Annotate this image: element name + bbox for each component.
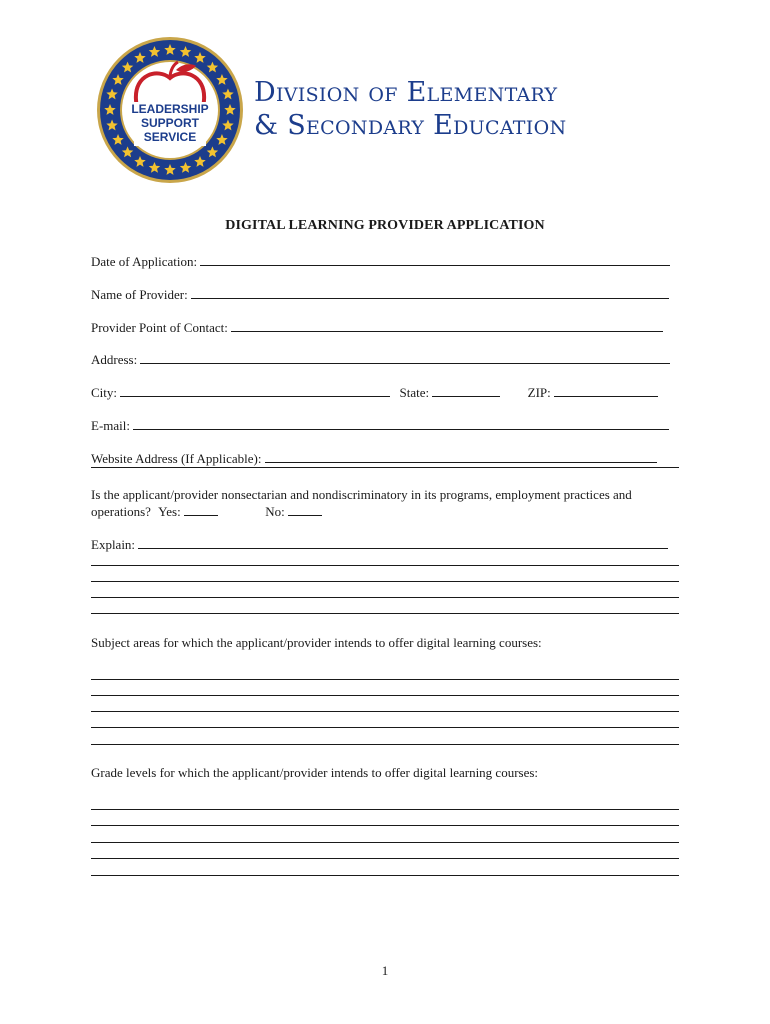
grade-blank-line[interactable] bbox=[91, 825, 679, 826]
nonsectarian-question bbox=[91, 486, 681, 520]
logo-text-line2: SUPPORT bbox=[140, 116, 200, 130]
point-of-contact-label: Provider Point of Contact: bbox=[91, 320, 228, 335]
subject-blank-line[interactable] bbox=[91, 695, 679, 696]
address-label: Address: bbox=[91, 352, 138, 367]
logo-text-line1: LEADERSHIP bbox=[131, 102, 209, 116]
subject-blank-line[interactable] bbox=[91, 679, 679, 680]
yes-field[interactable] bbox=[184, 504, 218, 516]
no-field[interactable] bbox=[288, 504, 322, 516]
date-of-application-label: Date of Application: bbox=[91, 254, 198, 269]
email-field[interactable] bbox=[133, 418, 669, 430]
email-row bbox=[91, 418, 679, 434]
grade-blank-line[interactable] bbox=[91, 842, 679, 843]
subject-blank-line[interactable] bbox=[91, 744, 679, 745]
city-field[interactable] bbox=[120, 385, 390, 397]
city-label: City: bbox=[91, 385, 118, 400]
yes-label: Yes: bbox=[158, 504, 181, 519]
explain-label: Explain: bbox=[91, 537, 136, 552]
name-of-provider-row bbox=[91, 287, 679, 303]
explain-blank-line[interactable] bbox=[91, 581, 679, 582]
page-number: 1 bbox=[381, 963, 389, 978]
grade-blank-line[interactable] bbox=[91, 875, 679, 876]
form-title: DIGITAL LEARNING PROVIDER APPLICATION bbox=[225, 218, 545, 233]
grade-levels-prompt: Grade levels for which the applicant/provider intends to offer digital learning courses: bbox=[91, 765, 539, 780]
explain-blank-line[interactable] bbox=[91, 597, 679, 598]
zip-field[interactable] bbox=[554, 385, 658, 397]
address-row bbox=[91, 352, 679, 368]
date-of-application-field[interactable] bbox=[200, 254, 670, 266]
grade-blank-line[interactable] bbox=[91, 809, 679, 810]
point-of-contact-row bbox=[91, 320, 679, 336]
logo-text-line3: SERVICE bbox=[143, 130, 197, 144]
section-divider bbox=[91, 467, 679, 468]
city-state-zip-row bbox=[91, 385, 679, 401]
name-of-provider-field[interactable] bbox=[191, 287, 669, 299]
point-of-contact-field[interactable] bbox=[231, 320, 663, 332]
state-field[interactable] bbox=[432, 385, 500, 397]
division-title-line2: & Secondary Education bbox=[254, 110, 567, 141]
no-label: No: bbox=[265, 504, 285, 519]
leadership-support-service-logo bbox=[96, 36, 244, 184]
explain-blank-line[interactable] bbox=[91, 565, 679, 566]
subject-blank-line[interactable] bbox=[91, 727, 679, 728]
date-of-application-row bbox=[91, 254, 679, 270]
email-label: E-mail: bbox=[91, 418, 130, 433]
division-title-line1: Division of Elementary bbox=[254, 77, 558, 108]
nonsectarian-question-text: Is the applicant/provider nonsectarian and nondiscriminatory in its programs, employment practices and operations? bbox=[91, 487, 632, 519]
subject-blank-line[interactable] bbox=[91, 711, 679, 712]
explain-blank-line[interactable] bbox=[91, 613, 679, 614]
address-field[interactable] bbox=[140, 352, 670, 364]
state-label: State: bbox=[399, 385, 430, 400]
website-label: Website Address (If Applicable): bbox=[91, 451, 262, 466]
division-title bbox=[254, 76, 694, 142]
website-field[interactable] bbox=[265, 451, 657, 463]
explain-row bbox=[91, 537, 679, 553]
website-row bbox=[91, 451, 679, 467]
subject-areas-prompt: Subject areas for which the applicant/provider intends to offer digital learning courses: bbox=[91, 635, 542, 650]
name-of-provider-label: Name of Provider: bbox=[91, 287, 188, 302]
zip-label: ZIP: bbox=[527, 385, 551, 400]
grade-blank-line[interactable] bbox=[91, 858, 679, 859]
explain-field[interactable] bbox=[138, 537, 668, 549]
